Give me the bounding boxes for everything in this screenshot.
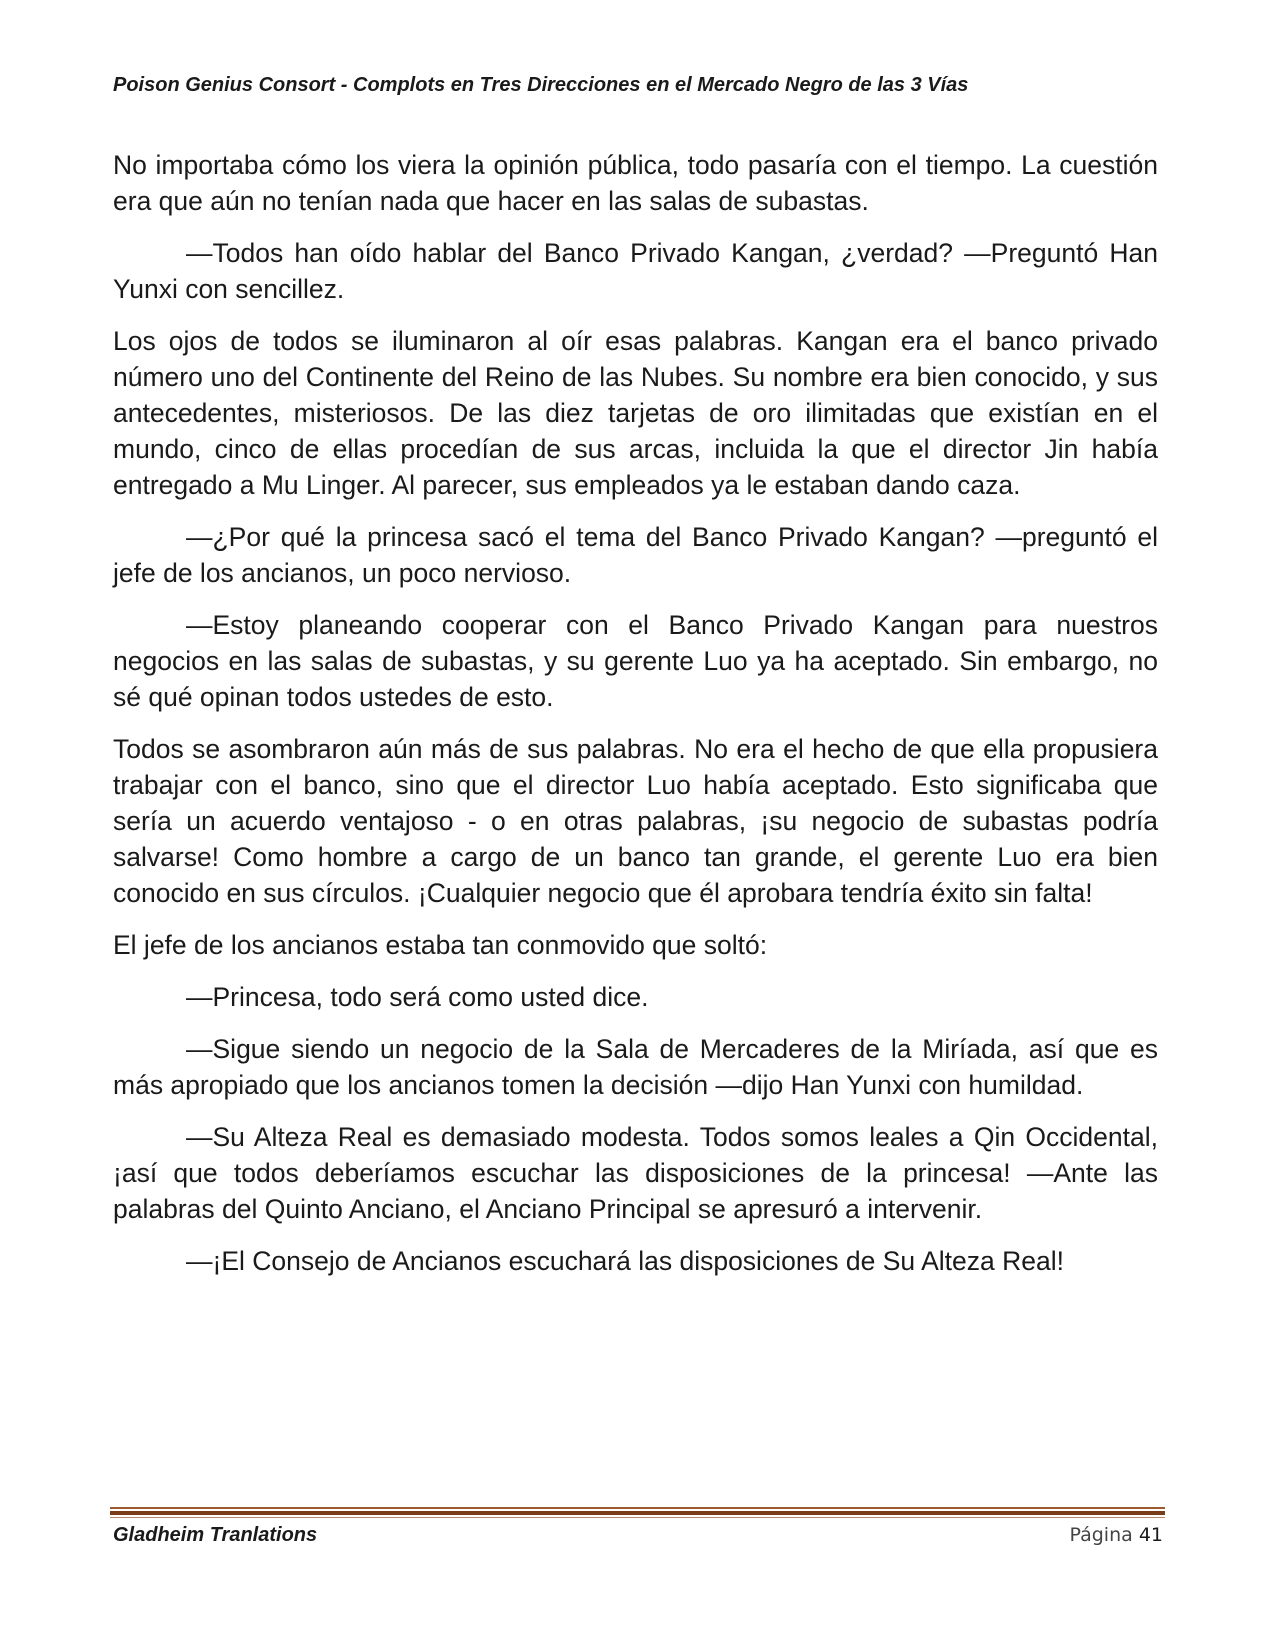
paragraph-8: —Princesa, todo será como usted dice. — [186, 982, 649, 1012]
page-number-block — [1069, 1524, 1163, 1546]
paragraph-1: No importaba cómo los viera la opinión pública, todo pasaría con el tiempo. La cuestión era que aún no tenían nada que hacer en las salas de subastas. — [113, 150, 1158, 216]
running-header: Poison Genius Consort - Complots en Tres Direcciones en el Mercado Negro de las 3 Vías — [113, 74, 969, 96]
footer-rule-bottom — [110, 1517, 1165, 1518]
paragraph-9: —Sigue siendo un negocio de la Sala de Mercaderes de la Miríada, así que es más apropiado que los ancianos tomen la decisión —dijo Han Yunxi con humildad. — [113, 1034, 1158, 1100]
paragraph-4: —¿Por qué la princesa sacó el tema del Banco Privado Kangan? —preguntó el jefe de los ancianos, un poco nervioso. — [113, 522, 1158, 588]
paragraph-6: Todos se asombraron aún más de sus palabras. No era el hecho de que ella propusiera trabajar con el banco, sino que el director Luo había aceptado. Esto significaba que sería un acuerdo ventajoso - o en otras palabras, ¡su negocio de subastas podría salvarse! Como hombre a cargo de un banco tan grande, el gerente Luo era bien conocido en sus círculos. ¡Cualquier negocio que él aprobara tendría éxito sin falta! — [113, 734, 1158, 908]
paragraph-10: —Su Alteza Real es demasiado modesta. Todos somos leales a Qin Occidental, ¡así que todos deberíamos escuchar las disposiciones de la princesa! —Ante las palabras del Quinto Anciano, el Anciano Principal se apresuró a intervenir. — [113, 1122, 1158, 1224]
paragraph-5: —Estoy planeando cooperar con el Banco Privado Kangan para nuestros negocios en las salas de subastas, y su gerente Luo ya ha aceptado. Sin embargo, no sé qué opinan todos ustedes de esto. — [113, 610, 1158, 712]
body-text — [113, 147, 1158, 1295]
footer-rule-main — [110, 1511, 1165, 1515]
page-number: 41 — [1138, 1524, 1163, 1546]
paragraph-7: El jefe de los ancianos estaba tan conmovido que soltó: — [113, 930, 768, 960]
paragraph-3: Los ojos de todos se iluminaron al oír esas palabras. Kangan era el banco privado número uno del Continente del Reino de las Nubes. Su nombre era bien conocido, y sus antecedentes, misteriosos. De las diez tarjetas de oro ilimitadas que existían en el mundo, cinco de ellas procedían de sus arcas, incluida la que el director Jin había entregado a Mu Linger. Al parecer, sus empleados ya le estaban dando caza. — [113, 326, 1158, 500]
footer-publisher: Gladheim Tranlations — [113, 1524, 318, 1546]
footer-rule-top — [110, 1507, 1165, 1509]
paragraph-2: —Todos han oído hablar del Banco Privado Kangan, ¿verdad? —Preguntó Han Yunxi con sencillez. — [113, 238, 1158, 304]
page-label: Página — [1069, 1524, 1133, 1546]
paragraph-11: —¡El Consejo de Ancianos escuchará las disposiciones de Su Alteza Real! — [186, 1246, 1064, 1276]
